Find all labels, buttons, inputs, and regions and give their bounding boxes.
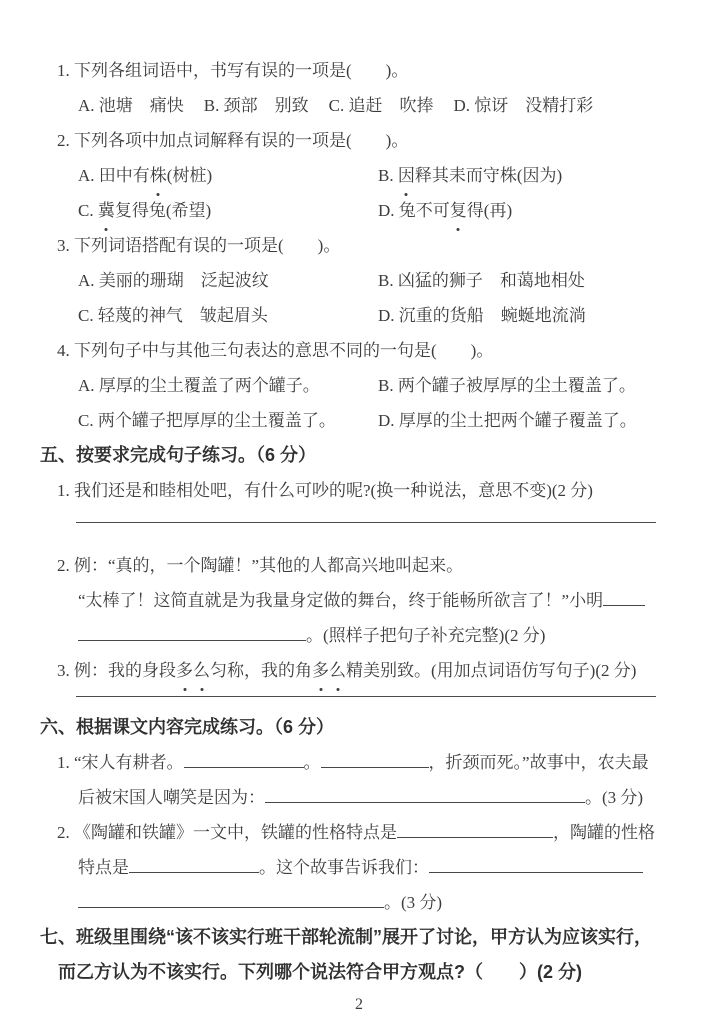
question-3-stem: 3. 下列词语搭配有误的一项是( )。	[57, 236, 341, 255]
option-b: B. 因释其耒而守株(因为)	[378, 158, 678, 193]
option-b: B. 颈部 别致	[203, 96, 309, 115]
question-4-stem: 4. 下列句子中与其他三句表达的意思不同的一句是( )。	[57, 341, 494, 360]
section-6-question-2-line-1: 2. 《陶罐和铁罐》一文中，铁罐的性格特点是 ，陶罐的性格	[57, 823, 655, 842]
question-2-options	[78, 158, 678, 228]
option-d: D. 兔不可复得(再)	[378, 193, 678, 228]
section-5-question-2-line-3: 。(照样子把句子补充完整)(2 分)	[78, 618, 678, 653]
fill-in-blank	[321, 753, 429, 768]
fill-in-blank	[429, 858, 643, 873]
answer-line	[76, 508, 656, 523]
fill-in-blank	[397, 823, 553, 838]
option-b: B. 凶猛的狮子 和蔼地相处	[378, 271, 585, 290]
question-4-options	[78, 368, 678, 438]
option-c: C. 轻蔑的神气 皱起眉头	[78, 306, 268, 325]
fill-in-blank	[184, 753, 304, 768]
question-1-stem: 1. 下列各组词语中，书写有误的一项是( )。	[57, 61, 409, 80]
fill-in-blank	[129, 858, 259, 873]
section-5-question-2-line-2: “太棒了！这简直就是为我量身定做的舞台，终于能畅所欲言了！”小明	[78, 583, 678, 618]
option-a: A. 池塘 痛快	[78, 96, 184, 115]
section-5-question-1: 1. 我们还是和睦相处吧，有什么可吵的呢?(换一种说法，意思不变)(2 分)	[57, 481, 593, 500]
option-a: A. 田中有株(树桩)	[78, 158, 378, 193]
section-6-question-2-line-2: 特点是 。这个故事告诉我们：	[78, 850, 678, 885]
question-1-options	[78, 88, 678, 123]
section-6-header: 六、根据课文内容完成练习。（6 分）	[40, 717, 335, 737]
option-d: D. 厚厚的尘土把两个罐子覆盖了。	[378, 411, 637, 430]
section-5-header: 五、按要求完成句子练习。（6 分）	[40, 445, 317, 465]
section-6-question-1-line-1: 1. “宋人有耕者。 。 ，折颈而死。”故事中，农夫最	[57, 753, 649, 772]
page-number: 2	[355, 996, 363, 1013]
option-a: A. 美丽的珊瑚 泛起波纹	[78, 271, 269, 290]
section-7-header-line-1: 七、班级里围绕“该不该实行班干部轮流制”展开了讨论，甲方认为应该实行，	[40, 927, 652, 947]
section-5-question-3: 3. 例：我的身段多么匀称，我的角多么精美别致。(用加点词语仿写句子)(2 分)	[57, 653, 678, 688]
option-c: C. 追赶 吹捧	[328, 96, 434, 115]
section-6-question-2-line-3: 。(3 分)	[78, 885, 678, 920]
section-5-question-2-line-1: 2. 例：“真的，一个陶罐！”其他的人都高兴地叫起来。	[57, 556, 464, 575]
option-c: C. 冀复得兔(希望)	[78, 193, 378, 228]
fill-in-blank	[265, 788, 585, 803]
section-6-question-1-line-2: 后被宋国人嘲笑是因为： 。(3 分)	[78, 788, 644, 807]
option-a: A. 厚厚的尘土覆盖了两个罐子。	[78, 376, 320, 395]
fill-in-blank	[603, 591, 645, 606]
answer-line	[76, 688, 656, 697]
question-3-options	[78, 263, 678, 333]
option-c: C. 两个罐子把厚厚的尘土覆盖了。	[78, 411, 336, 430]
section-7-header-line-2: 而乙方认为不该实行。下列哪个说法符合甲方观点?（ ）(2 分)	[58, 962, 582, 982]
fill-in-blank	[78, 893, 384, 908]
option-b: B. 两个罐子被厚厚的尘土覆盖了。	[378, 376, 636, 395]
option-d: D. 沉重的货船 蜿蜒地流淌	[378, 306, 586, 325]
question-2-stem: 2. 下列各项中加点词解释有误的一项是( )。	[57, 131, 409, 150]
option-d: D. 惊讶 没精打彩	[453, 96, 594, 115]
fill-in-blank	[78, 626, 306, 641]
